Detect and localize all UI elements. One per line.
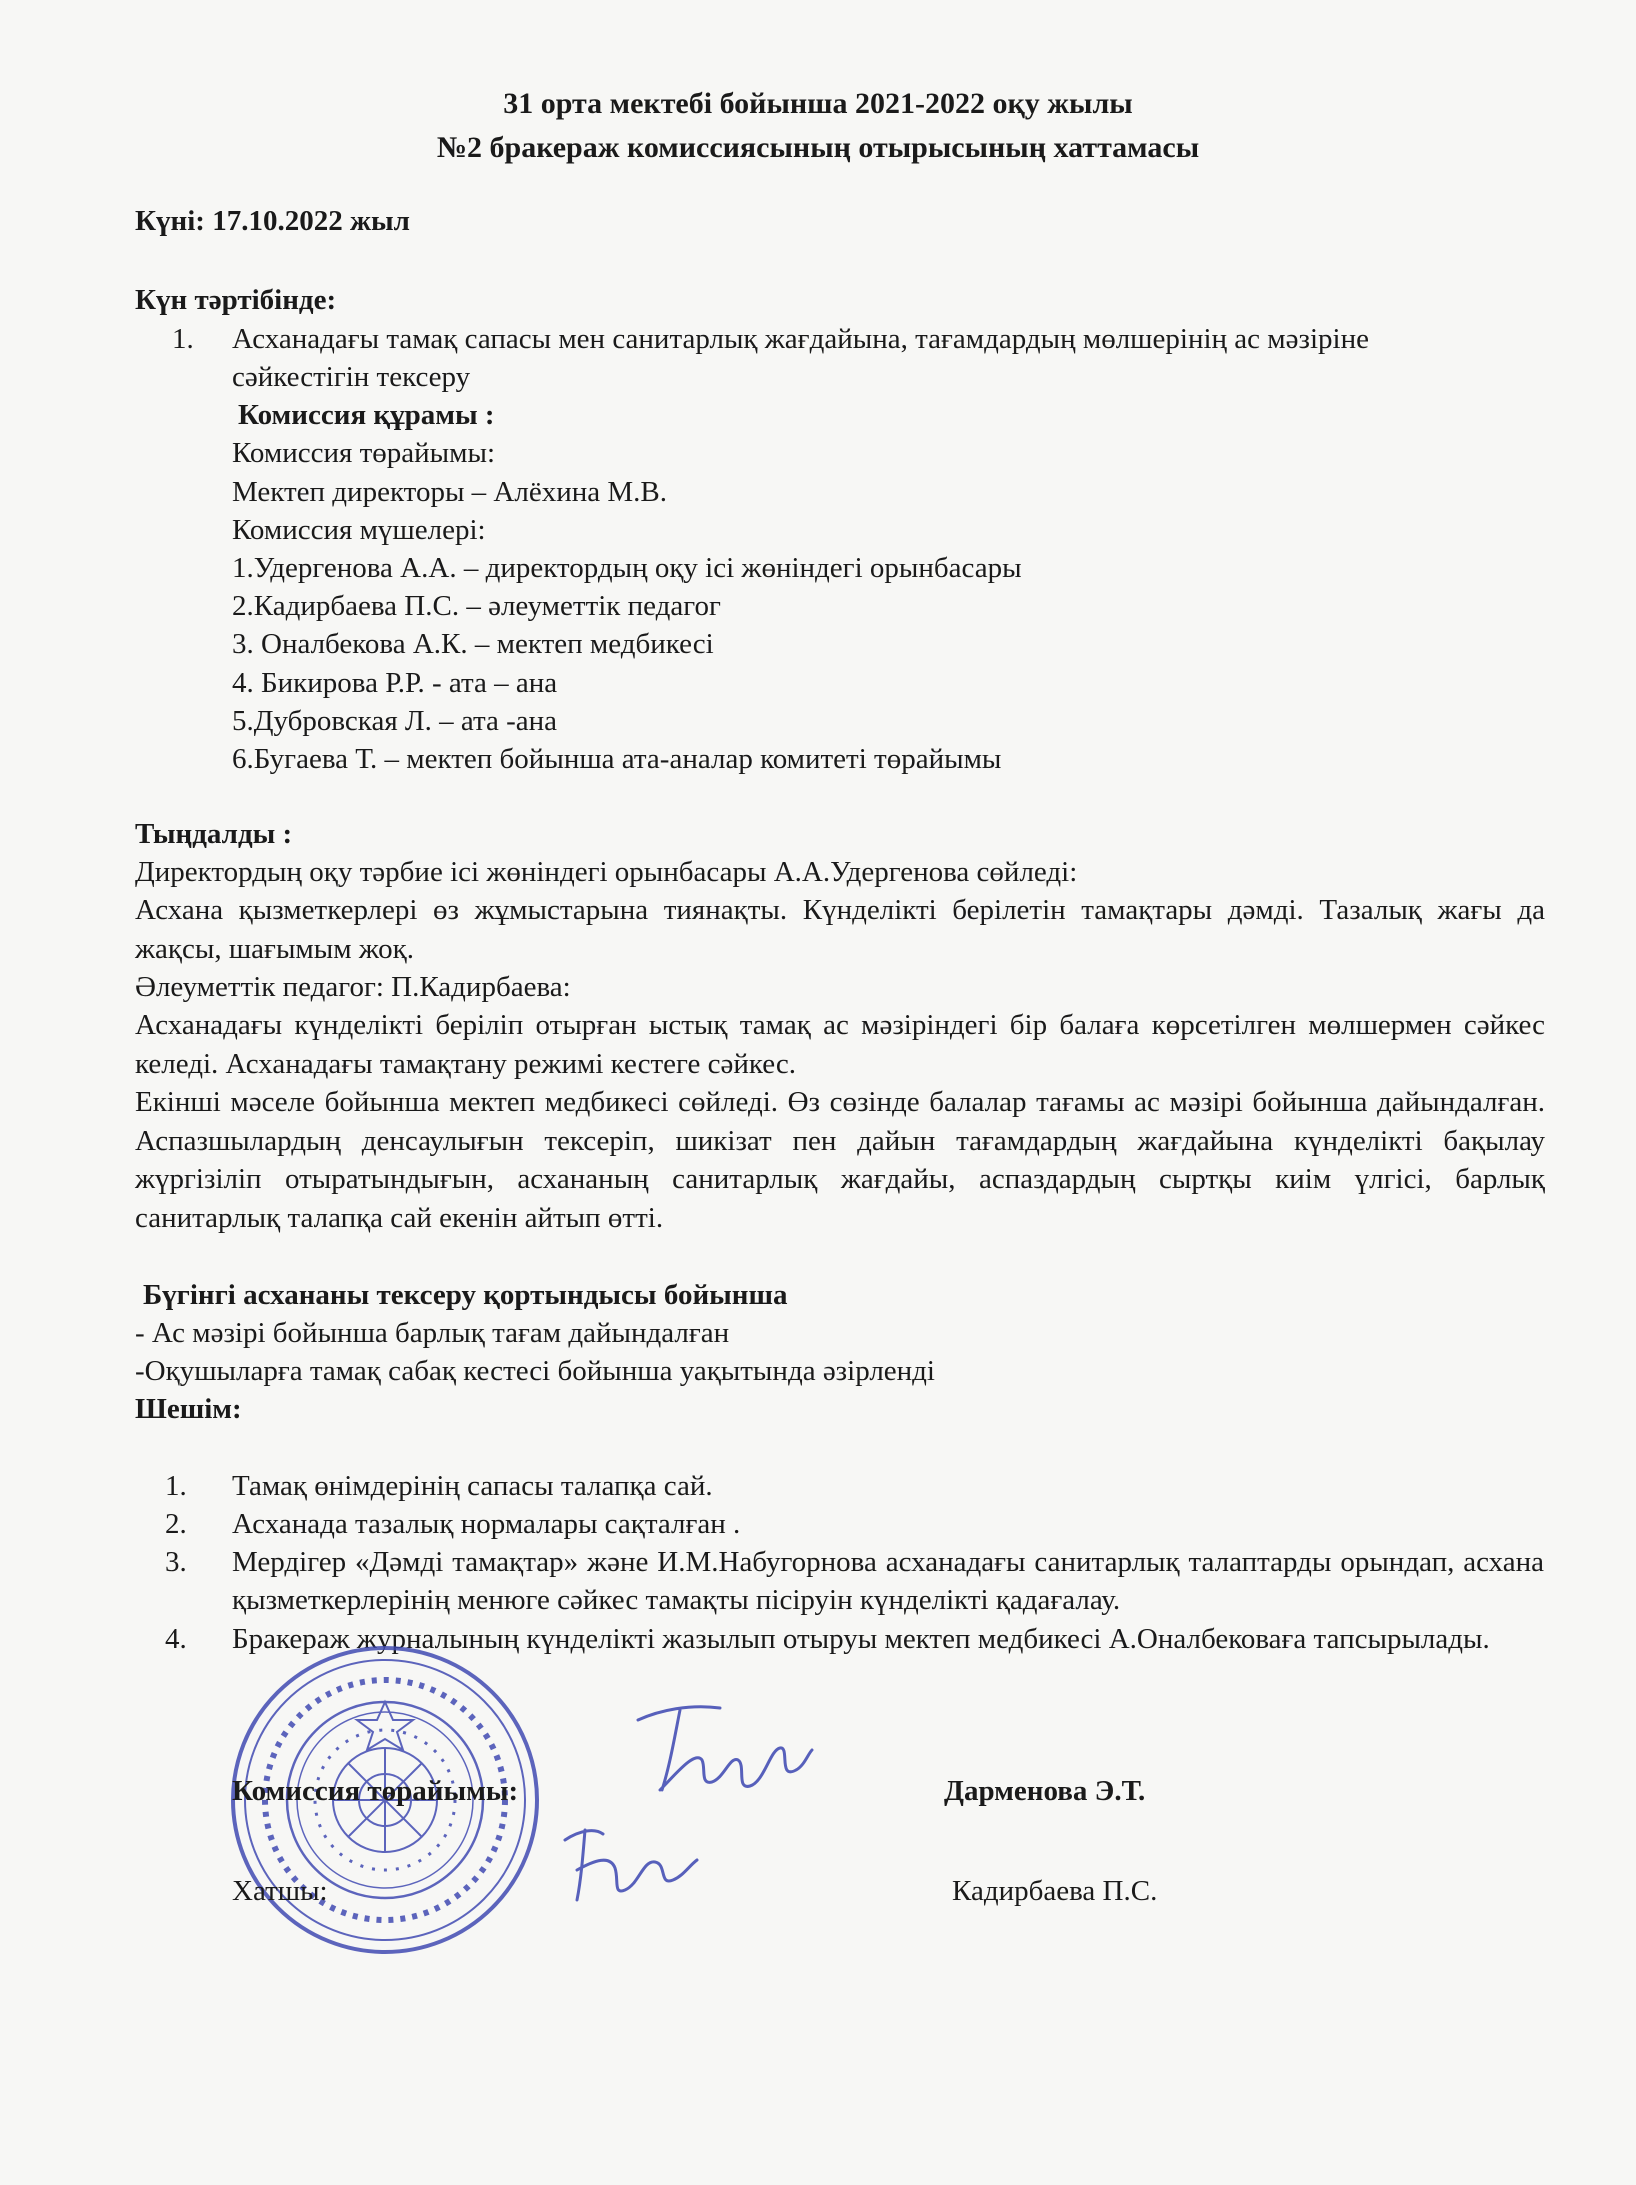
- document-title-line1: 31 орта мектебі бойынша 2021-2022 оқу жылы: [503, 87, 1133, 120]
- heard-line1: Директордың оқу тәрбие ісі жөніндегі орынбасары А.А.Удергенова сөйледі:: [135, 856, 1078, 888]
- inspection-heading: Бүгінгі асхананы тексеру қортындысы бойынша: [143, 1279, 788, 1311]
- signature-chair-name: Дарменова Э.Т.: [944, 1775, 1146, 1807]
- agenda-item-line1: Асханадағы тамақ сапасы мен санитарлық жағдайына, тағамдардың мөлшерінің ас мәзіріне: [232, 323, 1369, 355]
- heard-line2: Әлеуметтік педагог: П.Кадирбаева:: [135, 971, 571, 1003]
- decision-item-text: Асханада тазалық нормалары сақталған .: [232, 1508, 741, 1540]
- agenda-item-number: 1.: [172, 323, 194, 355]
- commission-members-label: Комиссия мүшелері:: [232, 514, 486, 546]
- decision-item-text: Бракераж журналының күнделікті жазылып отыруы мектеп медбикесі А.Оналбековаға тапсырылады.: [232, 1623, 1490, 1655]
- commission-member: 5.Дубровская Л. – ата -ана: [232, 705, 558, 737]
- decision-item-number: 3.: [165, 1546, 187, 1578]
- commission-member: 4. Бикирова Р.Р. - ата – ана: [232, 667, 558, 699]
- commission-member: 2.Кадирбаева П.С. – әлеуметтік педагог: [232, 590, 721, 622]
- commission-member: 3. Оналбекова А.К. – мектеп медбикесі: [232, 628, 714, 660]
- signature-secretary-name: Кадирбаева П.С.: [952, 1875, 1158, 1907]
- heard-paragraph3: Екінші мәселе бойынша мектеп медбикесі сөйледі. Өз сөзінде балалар тағамы ас мәзірі бойынша дайындалған. Аспазшылардың денсаулығын тексеріп, шикізат пен дайын тағамдардың жағдайына күнделікті бақылау жүргізіліп отыратындығын, асхананың санитарлық жағдайы, аспаздардың сыртқы киім үлгісі, барлық санитарлық талапқа сай екенін айтып өтті.: [135, 1086, 1545, 1234]
- secretary-signature-icon: [555, 1800, 705, 1910]
- decision-item-number: 4.: [165, 1623, 187, 1655]
- agenda-heading: Күн тәртібінде:: [135, 284, 337, 316]
- inspection-line1: - Ас мәзірі бойынша барлық тағам дайындалған: [135, 1317, 730, 1349]
- decision-heading: Шешім:: [135, 1393, 242, 1425]
- commission-chair: Мектеп директоры – Алёхина М.В.: [232, 476, 667, 508]
- signature-secretary-label: Хатшы:: [232, 1875, 328, 1907]
- date-line: Күні: 17.10.2022 жыл: [135, 205, 410, 237]
- decision-item-text: Тамақ өнімдерінің сапасы талапқа сай.: [232, 1470, 713, 1502]
- inspection-line2: -Оқушыларға тамақ сабақ кестесі бойынша уақытында әзірленді: [135, 1355, 935, 1387]
- decision-item-text: Мердігер «Дәмді тамақтар» және И.М.Набугорнова асханадағы санитарлық талаптарды орындап, асхана қызметкерлерінің менюге сәйкес тамақты пісіруін күнделікті қадағалау.: [232, 1546, 1544, 1616]
- signature-chair-label: Комиссия төрайымы:: [232, 1775, 519, 1807]
- decision-item-number: 1.: [165, 1470, 187, 1502]
- document-title-line2: №2 бракераж комиссиясының отырысының хаттамасы: [436, 131, 1200, 164]
- commission-chair-label: Комиссия төрайымы:: [232, 437, 496, 469]
- heard-paragraph2: Асханадағы күнделікті беріліп отырған ыстық тамақ ас мәзіріндегі бір балаға көрсетілген мөлшермен сәйкес келеді. Асханадағы тамақтану режимі кестеге сәйкес.: [135, 1009, 1545, 1080]
- agenda-item-line2: сәйкестігін тексеру: [232, 361, 471, 393]
- commission-heading: Комиссия құрамы :: [238, 399, 495, 431]
- commission-member: 6.Бугаева Т. – мектеп бойынша ата-аналар комитеті төрайымы: [232, 743, 1002, 775]
- commission-member: 1.Удергенова А.А. – директордың оқу ісі жөніндегі орынбасары: [232, 552, 1022, 584]
- chair-signature-icon: [620, 1690, 820, 1810]
- decision-item-number: 2.: [165, 1508, 187, 1540]
- heard-paragraph1: Асхана қызметкерлері өз жұмыстарына тиянақты. Күнделікті берілетін тамақтары дәмді. Тазалық жағы да жақсы, шағымым жоқ.: [135, 894, 1545, 965]
- heard-heading: Тыңдалды :: [135, 818, 293, 850]
